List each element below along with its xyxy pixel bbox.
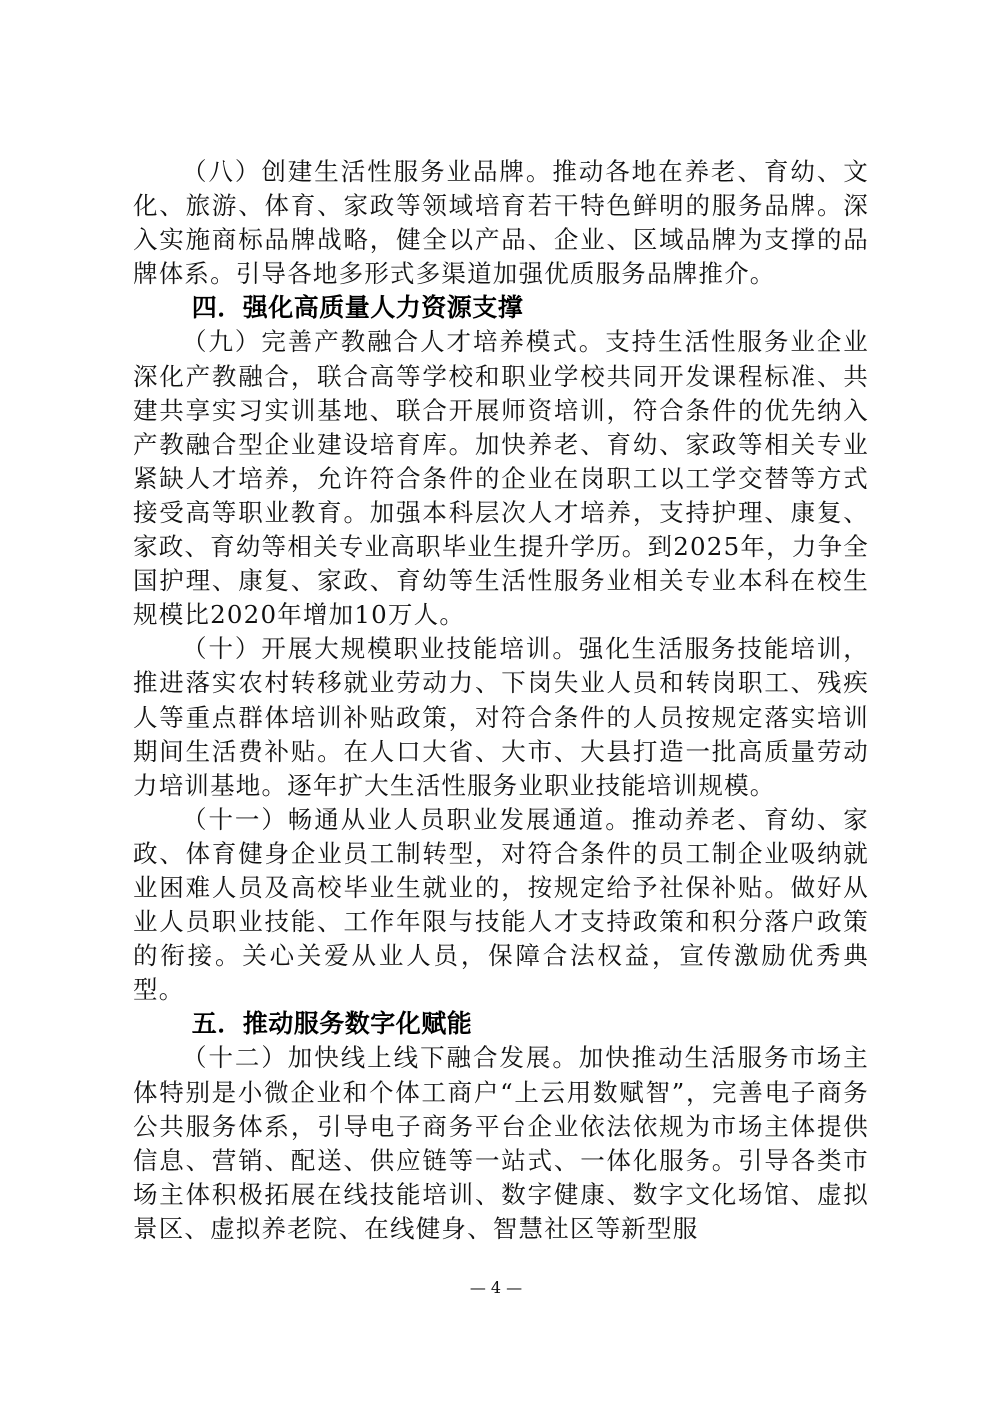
page-number: — 4 — <box>469 1278 523 1297</box>
paragraph-10-training: （十）开展大规模职业技能培训。强化生活服务技能培训，推进落实农村转移就业劳动力、下岗失业人员和转岗职工、残疾人等重点群体培训补贴政策，对符合条件的人员按规定落实培训期间生活费补贴。在人口大省、大市、大县打造一批高质量劳动力培训基地。逐年扩大生活性服务业职业技能培训规模。 <box>133 634 869 800</box>
paragraph-9-talent: （九）完善产教融合人才培养模式。支持生活性服务业企业深化产教融合，联合高等学校和职业学校共同开发课程标准、共建共享实习实训基地、联合开展师资培训，符合条件的优先纳入产教融合型企业建设培育库。加快养老、育幼、家政等相关专业紧缺人才培养，允许符合条件的企业在岗职工以工学交替等方式接受高等职业教育。加强本科层次人才培养，支持护理、康复、家政、育幼等相关专业高职毕业生提升学历。到2025年，力争全国护理、康复、家政、育幼等生活性服务业相关专业本科在校生规模比2020年增加10万人。 <box>133 327 869 630</box>
section-heading-4: 四．强化高质量人力资源支撑 <box>191 293 524 323</box>
paragraph-12-online: （十二）加快线上线下融合发展。加快推动生活服务市场主体特别是小微企业和个体工商户“上云用数赋智”，完善电子商务公共服务体系，引导电子商务平台企业依法依规为市场主体提供信息、营销、配送、供应链等一站式、一体化服务。引导各类市场主体积极拓展在线技能培训、数字健康、数字文化场馆、虚拟景区、虚拟养老院、在线健身、智慧社区等新型服 <box>133 1043 869 1243</box>
paragraph-8-brand: （八）创建生活性服务业品牌。推动各地在养老、育幼、文化、旅游、体育、家政等领域培育若干特色鲜明的服务品牌。深入实施商标品牌战略，健全以产品、企业、区域品牌为支撑的品牌体系。引导各地多形式多渠道加强优质服务品牌推介。 <box>133 157 869 289</box>
document-body <box>133 155 869 1246</box>
section-heading-5: 五．推动服务数字化赋能 <box>191 1009 473 1039</box>
paragraph-11-career: （十一）畅通从业人员职业发展通道。推动养老、育幼、家政、体育健身企业员工制转型，对符合条件的员工制企业吸纳就业困难人员及高校毕业生就业的，按规定给予社保补贴。做好从业人员职业技能、工作年限与技能人才支持政策和积分落户政策的衔接。关心关爱从业人员，保障合法权益，宣传激励优秀典型。 <box>133 804 869 1005</box>
